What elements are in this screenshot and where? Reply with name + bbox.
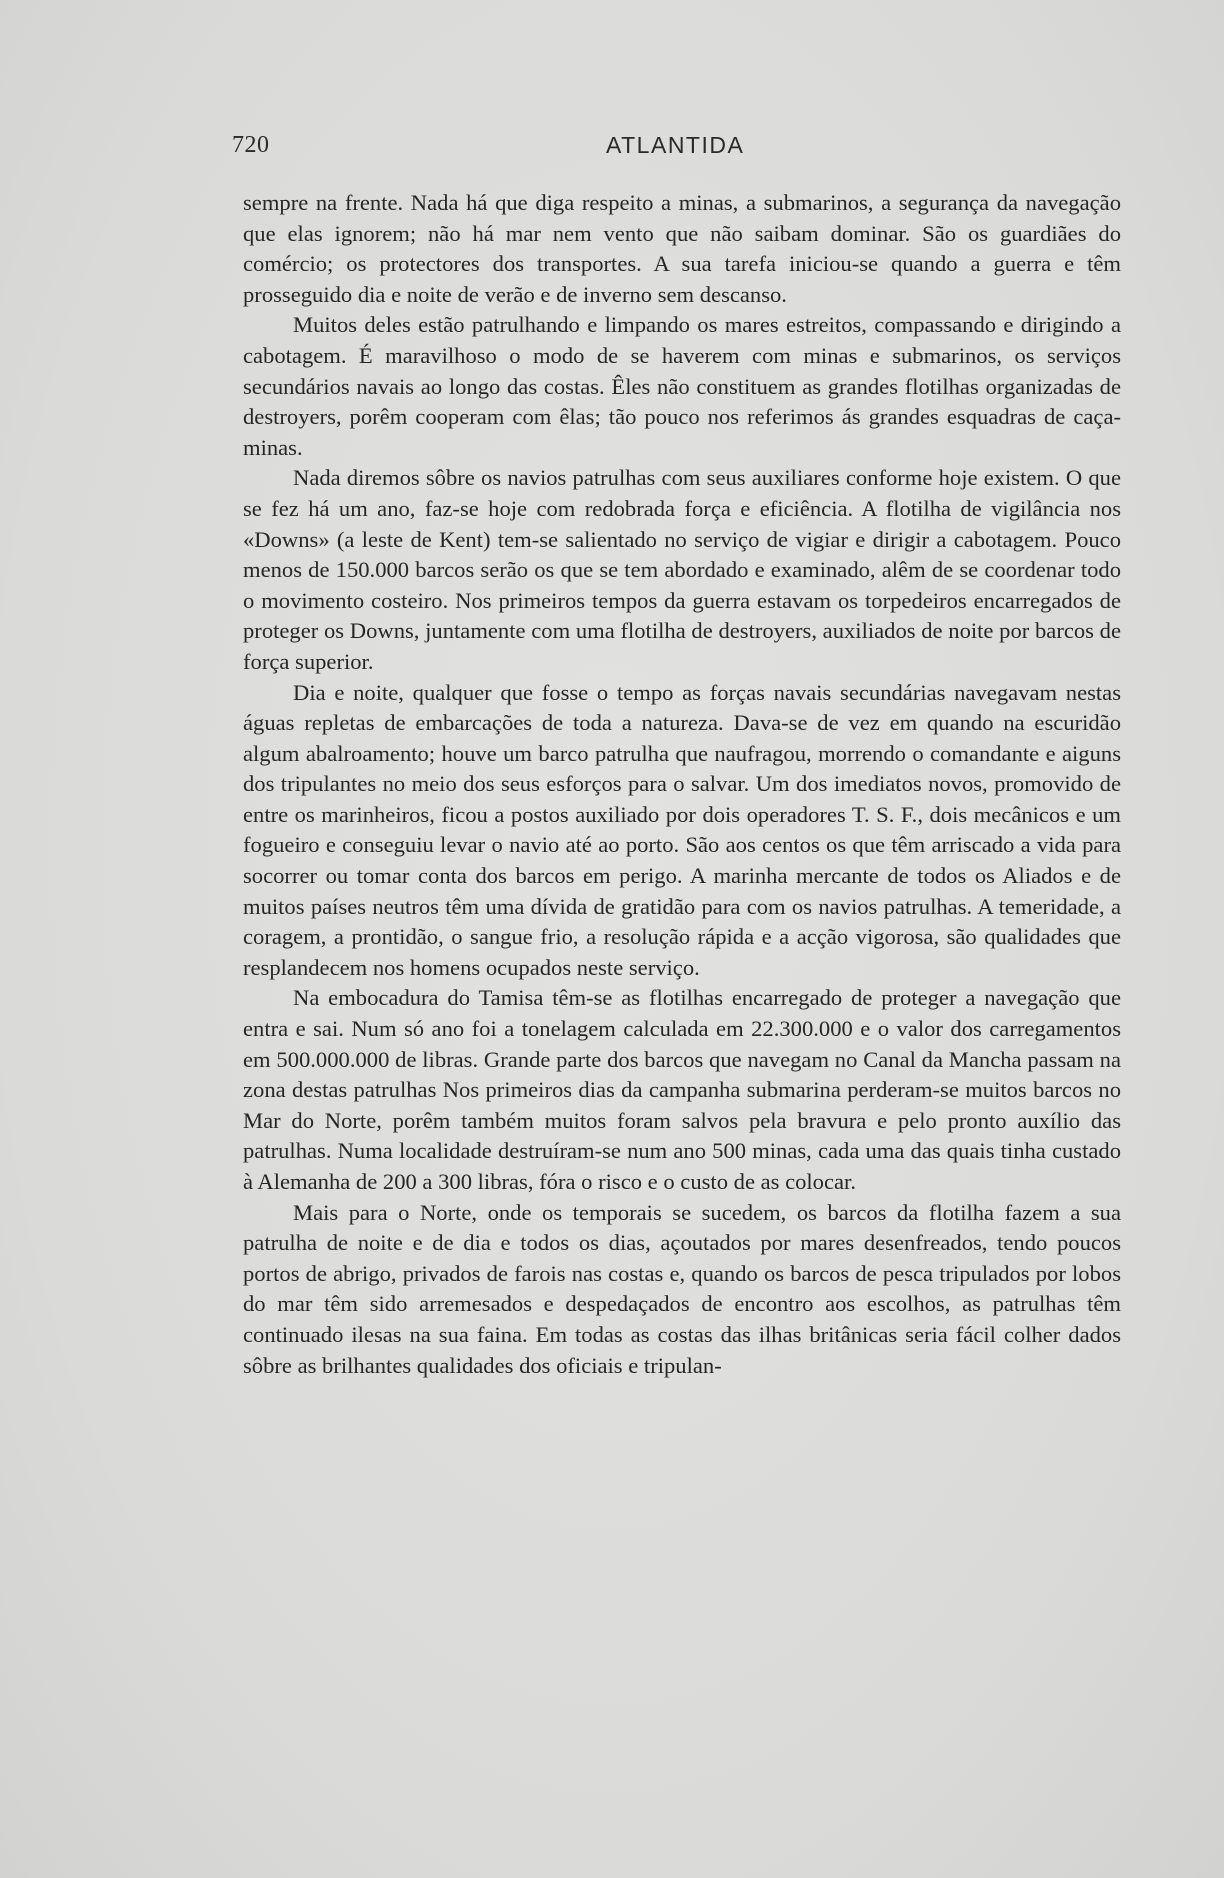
paragraph: Dia e noite, qualquer que fosse o tempo as forças navais secundárias navegavam nestas águas repletas de embarcações de toda a natureza. Dava-se de vez em quando na escuridão algum abalroamento; houve um barco patrulha que naufragou, morrendo o comandante e aiguns dos tripulantes no meio dos seus esforços para o salvar. Um dos imediatos novos, promovido de entre os marinheiros, ficou a postos auxiliado por dois operadores T. S. F., dois mecânicos e um fogueiro e conseguiu levar o navio até ao porto. São aos centos os que têm arriscado a vida para socorrer ou tomar conta dos barcos em perigo. A marinha mercante de todos os Aliados e de muitos países neutros têm uma dívida de gratidão para com os navios patrulhas. A temeridade, a coragem, a prontidão, o sangue frio, a resolução rápida e a acção vigorosa, são qualidades que resplandecem nos homens ocupados neste serviço.	[243, 679, 1121, 980]
paragraph: Muitos deles estão patrulhando e limpando os mares estreitos, compassando e dirigindo a cabotagem. É maravilhoso o modo de se haverem com minas e submarinos, os serviços secundários navais ao longo das costas. Êles não constituem as grandes flotilhas organizadas de destroyers, porêm cooperam com êlas; tão pouco nos referimos ás grandes esquadras de caça-minas.	[243, 312, 1121, 460]
paragraph: Na embocadura do Tamisa têm-se as flotilhas encarregado de proteger a navegação que entra e sai. Num só ano foi a tonelagem calculada em 22.300.000 e o valor dos carregamentos em 500.000.000 de libras. Grande parte dos barcos que navegam no Canal da Mancha passam na zona destas patrulhas Nos primeiros dias da campanha submarina perderam-se muitos barcos no Mar do Norte, porêm também muitos foram salvos pela bravura e pelo pronto auxílio das patrulhas. Numa localidade destruíram-se num ano 500 minas, cada uma das quais tinha custado à Alemanha de 200 a 300 libras, fóra o risco e o custo de as colocar.	[243, 985, 1121, 1194]
body-text	[243, 188, 1121, 1381]
page-header	[232, 132, 1120, 172]
running-title: ATLANTIDA	[606, 132, 745, 158]
paragraph: sempre na frente. Nada há que diga respeito a minas, a submarinos, a segurança da navegação que elas ignorem; não há mar nem vento que não saibam dominar. São os guardiães do comércio; os protectores dos transportes. A sua tarefa iniciou-se quando a guerra e têm prosseguido dia e noite de verão e de inverno sem descanso.	[243, 190, 1121, 307]
paragraph: Mais para o Norte, onde os temporais se sucedem, os barcos da flotilha fazem a sua patrulha de noite e de dia e todos os dias, açoutados por mares desenfreados, tendo poucos portos de abrigo, privados de farois nas costas e, quando os barcos de pesca tripulados por lobos do mar têm sido arremesados e despedaçados de encontro aos escolhos, as patrulhas têm continuado ilesas na sua faina. Em todas as costas das ilhas britânicas seria fácil colher dados sôbre as brilhantes qualidades dos oficiais e tripulan-	[243, 1199, 1121, 1378]
page-number: 720	[232, 132, 270, 158]
paragraph: Nada diremos sôbre os navios patrulhas com seus auxiliares conforme hoje existem. O que se fez há um ano, faz-se hoje com redobrada força e eficiência. A flotilha de vigilância nos «Downs» (a leste de Kent) tem-se salientado no serviço de vigiar e dirigir a cabotagem. Pouco menos de 150.000 barcos serão os que se tem abordado e examinado, alêm de se coordenar todo o movimento costeiro. Nos primeiros tempos da guerra estavam os torpedeiros encarregados de proteger os Downs, juntamente com uma flotilha de destroyers, auxiliados de noite por barcos de força superior.	[243, 465, 1121, 674]
